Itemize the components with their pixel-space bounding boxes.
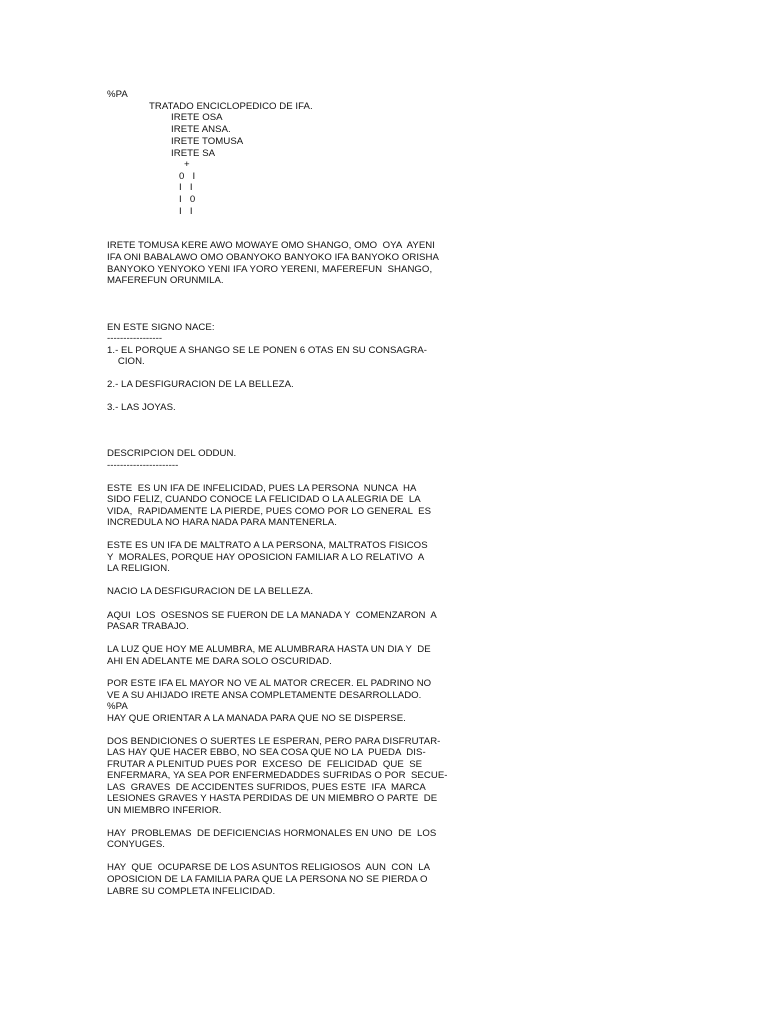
paragraph-line: LAS HAY QUE HACER EBBO, NO SEA COSA QUE NO LA PUEDA DIS- <box>107 747 426 758</box>
paragraph-line: HAY QUE ORIENTAR A LA MANADA PARA QUE NO SE DISPERSE. <box>107 713 406 724</box>
sign-name-3: IRETE TOMUSA <box>171 136 244 147</box>
descripcion-heading: DESCRIPCION DEL ODDUN. <box>107 448 237 459</box>
paragraph-line: ESTE ES UN IFA DE INFELICIDAD, PUES LA PERSONA NUNCA HA <box>107 483 417 494</box>
paragraph-line: LESIONES GRAVES Y HASTA PERDIDAS DE UN MIEMBRO O PARTE DE <box>107 793 438 804</box>
paragraph-line: LABRE SU COMPLETA INFELICIDAD. <box>107 886 276 897</box>
nace-item: 3.- LAS JOYAS. <box>107 402 176 413</box>
nace-heading: EN ESTE SIGNO NACE: <box>107 322 215 333</box>
paragraph-line: CONYUGES. <box>107 839 166 850</box>
document-title: TRATADO ENCICLOPEDICO DE IFA. <box>149 101 313 112</box>
paragraph-line: SIDO FELIZ, CUANDO CONOCE LA FELICIDAD O LA ALEGRIA DE LA <box>107 494 421 505</box>
paragraph-line: LAS GRAVES DE ACCIDENTES SUFRIDOS, PUES ESTE IFA MARCA <box>107 782 426 793</box>
nace-item: 1.- EL PORQUE A SHANGO SE LE PONEN 6 OTAS EN SU CONSAGRA- <box>107 345 428 356</box>
page-break-code: %PA <box>107 701 128 712</box>
nace-item: 2.- LA DESFIGURACION DE LA BELLEZA. <box>107 379 294 390</box>
nace-underline: ----------------- <box>107 333 163 344</box>
paragraph-line: AHI EN ADELANTE ME DARA SOLO OSCURIDAD. <box>107 656 332 667</box>
paragraph-line: HAY PROBLEMAS DE DEFICIENCIAS HORMONALES EN UNO DE LOS <box>107 828 437 839</box>
paragraph-line: AQUI LOS OSESNOS SE FUERON DE LA MANADA Y COMENZARON A <box>107 610 437 621</box>
paragraph-line: LA RELIGION. <box>107 563 170 574</box>
paragraph-line: POR ESTE IFA EL MAYOR NO VE AL MATOR CRECER. EL PADRINO NO <box>107 678 432 689</box>
intro-line: BANYOKO YENYOKO YENI IFA YORO YERENI, MAFEREFUN SHANGO, <box>107 264 433 275</box>
paragraph-line: OPOSICION DE LA FAMILIA PARA QUE LA PERSONA NO SE PIERDA O <box>107 874 428 885</box>
paragraph-line: Y MORALES, PORQUE HAY OPOSICION FAMILIAR A LO RELATIVO A <box>107 552 425 563</box>
sign-name-2: IRETE ANSA. <box>171 124 231 135</box>
paragraph-line: PASAR TRABAJO. <box>107 621 189 632</box>
sign-figure-row-4: I I <box>179 206 193 217</box>
paragraph-line: ESTE ES UN IFA DE MALTRATO A LA PERSONA, MALTRATOS FISICOS <box>107 540 428 551</box>
sign-name-4: IRETE SA <box>171 148 216 159</box>
sign-figure-row-2: I I <box>179 182 193 193</box>
paragraph-line: ENFERMARA, YA SEA POR ENFERMEDADDES SUFRIDAS O POR SECUE- <box>107 770 448 781</box>
paragraph-line: VIDA, RAPIDAMENTE LA PIERDE, PUES COMO POR LO GENERAL ES <box>107 506 432 517</box>
sign-figure-mark: + <box>184 159 190 170</box>
paragraph-line: NACIO LA DESFIGURACION DE LA BELLEZA. <box>107 586 314 597</box>
sign-name-1: IRETE OSA <box>171 112 223 123</box>
paragraph-line: UN MIEMBRO INFERIOR. <box>107 805 222 816</box>
sign-figure-row-1: 0 I <box>179 171 196 182</box>
intro-line: IRETE TOMUSA KERE AWO MOWAYE OMO SHANGO, OMO OYA AYENI <box>107 240 435 251</box>
paragraph-line: FRUTAR A PLENITUD PUES POR EXCESO DE FELICIDAD QUE SE <box>107 759 423 770</box>
paragraph-line: DOS BENDICIONES O SUERTES LE ESPERAN, PERO PARA DISFRUTAR- <box>107 736 441 747</box>
intro-line: MAFEREFUN ORUNMILA. <box>107 275 224 286</box>
descripcion-underline: ---------------------- <box>107 460 179 471</box>
header-code: %PA <box>107 89 128 100</box>
intro-line: IFA ONI BABALAWO OMO OBANYOKO BANYOKO IFA BANYOKO ORISHA <box>107 252 439 263</box>
paragraph-line: VE A SU AHIJADO IRETE ANSA COMPLETAMENTE DESARROLLADO. <box>107 690 422 701</box>
paragraph-line: HAY QUE OCUPARSE DE LOS ASUNTOS RELIGIOSOS AUN CON LA <box>107 862 431 873</box>
sign-figure-row-3: I 0 <box>179 194 196 205</box>
nace-item-continued: CION. <box>107 356 145 367</box>
paragraph-line: LA LUZ QUE HOY ME ALUMBRA, ME ALUMBRARA HASTA UN DIA Y DE <box>107 644 431 655</box>
paragraph-line: INCREDULA NO HARA NADA PARA MANTENERLA. <box>107 517 337 528</box>
